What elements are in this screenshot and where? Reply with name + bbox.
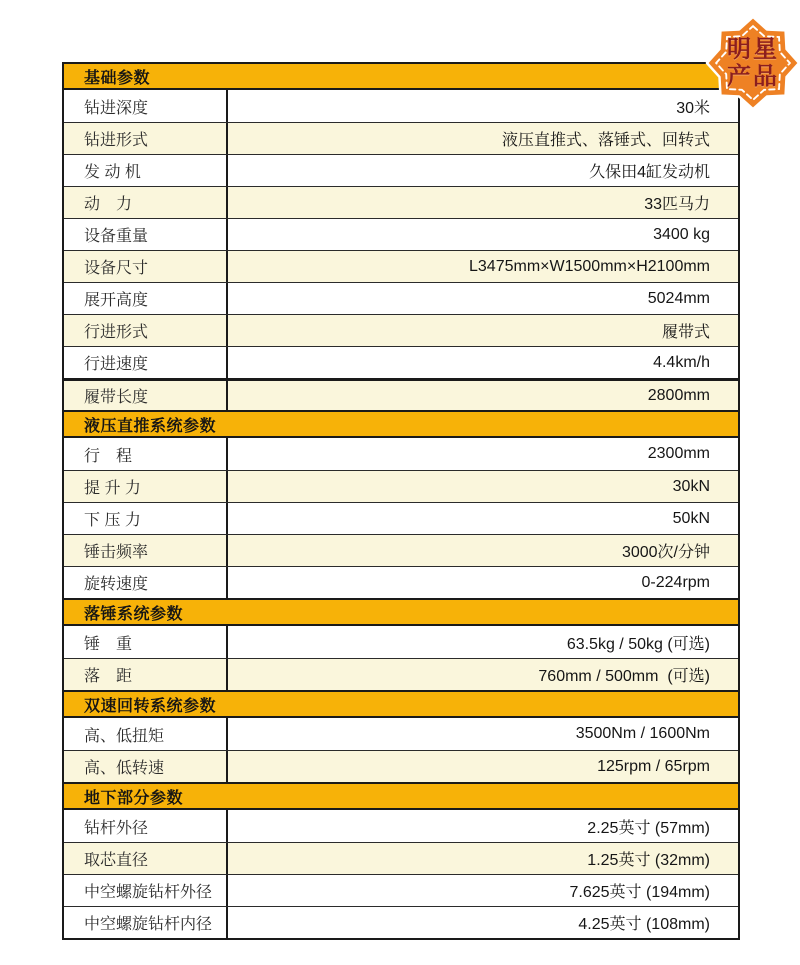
spec-row bbox=[64, 658, 738, 690]
spec-value: 33匹马力 bbox=[644, 196, 710, 213]
spec-label: 设备重量 bbox=[64, 219, 228, 250]
spec-value: 4.25英寸 (108mm) bbox=[578, 916, 710, 933]
badge-text bbox=[704, 14, 800, 112]
spec-row bbox=[64, 186, 738, 218]
spec-value: 履带式 bbox=[661, 324, 710, 341]
spec-value: 30米 bbox=[676, 99, 710, 117]
badge-line2: 产品 bbox=[727, 63, 779, 90]
spec-row bbox=[64, 534, 738, 566]
spec-value: 3400 kg bbox=[653, 225, 710, 243]
badge-line1: 明星 bbox=[727, 36, 779, 63]
spec-label: 设备尺寸 bbox=[64, 251, 228, 282]
section-header: 基础参数 bbox=[64, 62, 738, 90]
spec-row bbox=[64, 566, 738, 598]
spec-label: 中空螺旋钻杆内径 bbox=[64, 907, 228, 938]
spec-value: 1.25英寸 (32mm) bbox=[587, 852, 710, 869]
section-header: 液压直推系统参数 bbox=[64, 410, 738, 438]
spec-label: 行进速度 bbox=[64, 347, 228, 378]
spec-value: 2300mm bbox=[647, 445, 710, 462]
spec-row bbox=[64, 626, 738, 658]
spec-label: 高、低转速 bbox=[64, 751, 228, 782]
spec-value: 30kN bbox=[672, 477, 710, 495]
spec-label: 钻进形式 bbox=[64, 123, 228, 154]
spec-value: 50kN bbox=[672, 509, 710, 527]
section-header: 落锤系统参数 bbox=[64, 598, 738, 626]
spec-row bbox=[64, 438, 738, 470]
spec-label: 提 升 力 bbox=[64, 471, 228, 502]
spec-value: 0-224rpm bbox=[641, 573, 710, 591]
spec-label: 展开高度 bbox=[64, 283, 228, 314]
spec-label: 钻进深度 bbox=[64, 90, 228, 122]
spec-value: 液压直推式、落锤式、回转式 bbox=[501, 132, 710, 149]
star-product-badge bbox=[704, 14, 800, 112]
spec-row bbox=[64, 282, 738, 314]
spec-label: 落 距 bbox=[64, 659, 228, 690]
spec-row bbox=[64, 90, 738, 122]
spec-value: 7.625英寸 (194mm) bbox=[569, 884, 710, 901]
spec-table bbox=[62, 62, 740, 940]
spec-label: 履带长度 bbox=[64, 381, 228, 410]
spec-row bbox=[64, 810, 738, 842]
spec-value: 760mm / 500mm (可选) bbox=[538, 668, 710, 685]
spec-row bbox=[64, 314, 738, 346]
spec-value: L3475mm×W1500mm×H2100mm bbox=[469, 257, 710, 275]
spec-value: 3000次/分钟 bbox=[621, 544, 710, 561]
spec-row bbox=[64, 502, 738, 534]
spec-value: 63.5kg / 50kg (可选) bbox=[566, 635, 710, 653]
spec-row bbox=[64, 718, 738, 750]
spec-row bbox=[64, 346, 738, 378]
spec-row bbox=[64, 470, 738, 502]
spec-label: 钻杆外径 bbox=[64, 810, 228, 842]
spec-value: 2800mm bbox=[647, 386, 710, 404]
spec-row bbox=[64, 250, 738, 282]
spec-label: 锤击频率 bbox=[64, 535, 228, 566]
spec-row bbox=[64, 906, 738, 938]
spec-label: 下 压 力 bbox=[64, 503, 228, 534]
spec-row bbox=[64, 122, 738, 154]
spec-row bbox=[64, 750, 738, 782]
spec-label: 取芯直径 bbox=[64, 843, 228, 874]
spec-label: 行 程 bbox=[64, 438, 228, 470]
spec-row bbox=[64, 874, 738, 906]
spec-value: 5024mm bbox=[647, 289, 710, 307]
spec-row bbox=[64, 218, 738, 250]
spec-label: 旋转速度 bbox=[64, 567, 228, 598]
section-header: 地下部分参数 bbox=[64, 782, 738, 810]
spec-value: 125rpm / 65rpm bbox=[597, 757, 710, 775]
spec-value: 3500Nm / 1600Nm bbox=[575, 725, 710, 742]
spec-row bbox=[64, 154, 738, 186]
spec-value: 2.25英寸 (57mm) bbox=[587, 819, 710, 837]
spec-label: 中空螺旋钻杆外径 bbox=[64, 875, 228, 906]
spec-value: 久保田4缸发动机 bbox=[589, 164, 710, 181]
spec-label: 锤 重 bbox=[64, 626, 228, 658]
spec-label: 动 力 bbox=[64, 187, 228, 218]
spec-row bbox=[64, 842, 738, 874]
spec-label: 高、低扭矩 bbox=[64, 718, 228, 750]
spec-label: 行进形式 bbox=[64, 315, 228, 346]
section-header: 双速回转系统参数 bbox=[64, 690, 738, 718]
spec-row bbox=[64, 378, 738, 410]
spec-value: 4.4km/h bbox=[653, 353, 710, 371]
spec-label: 发 动 机 bbox=[64, 155, 228, 186]
